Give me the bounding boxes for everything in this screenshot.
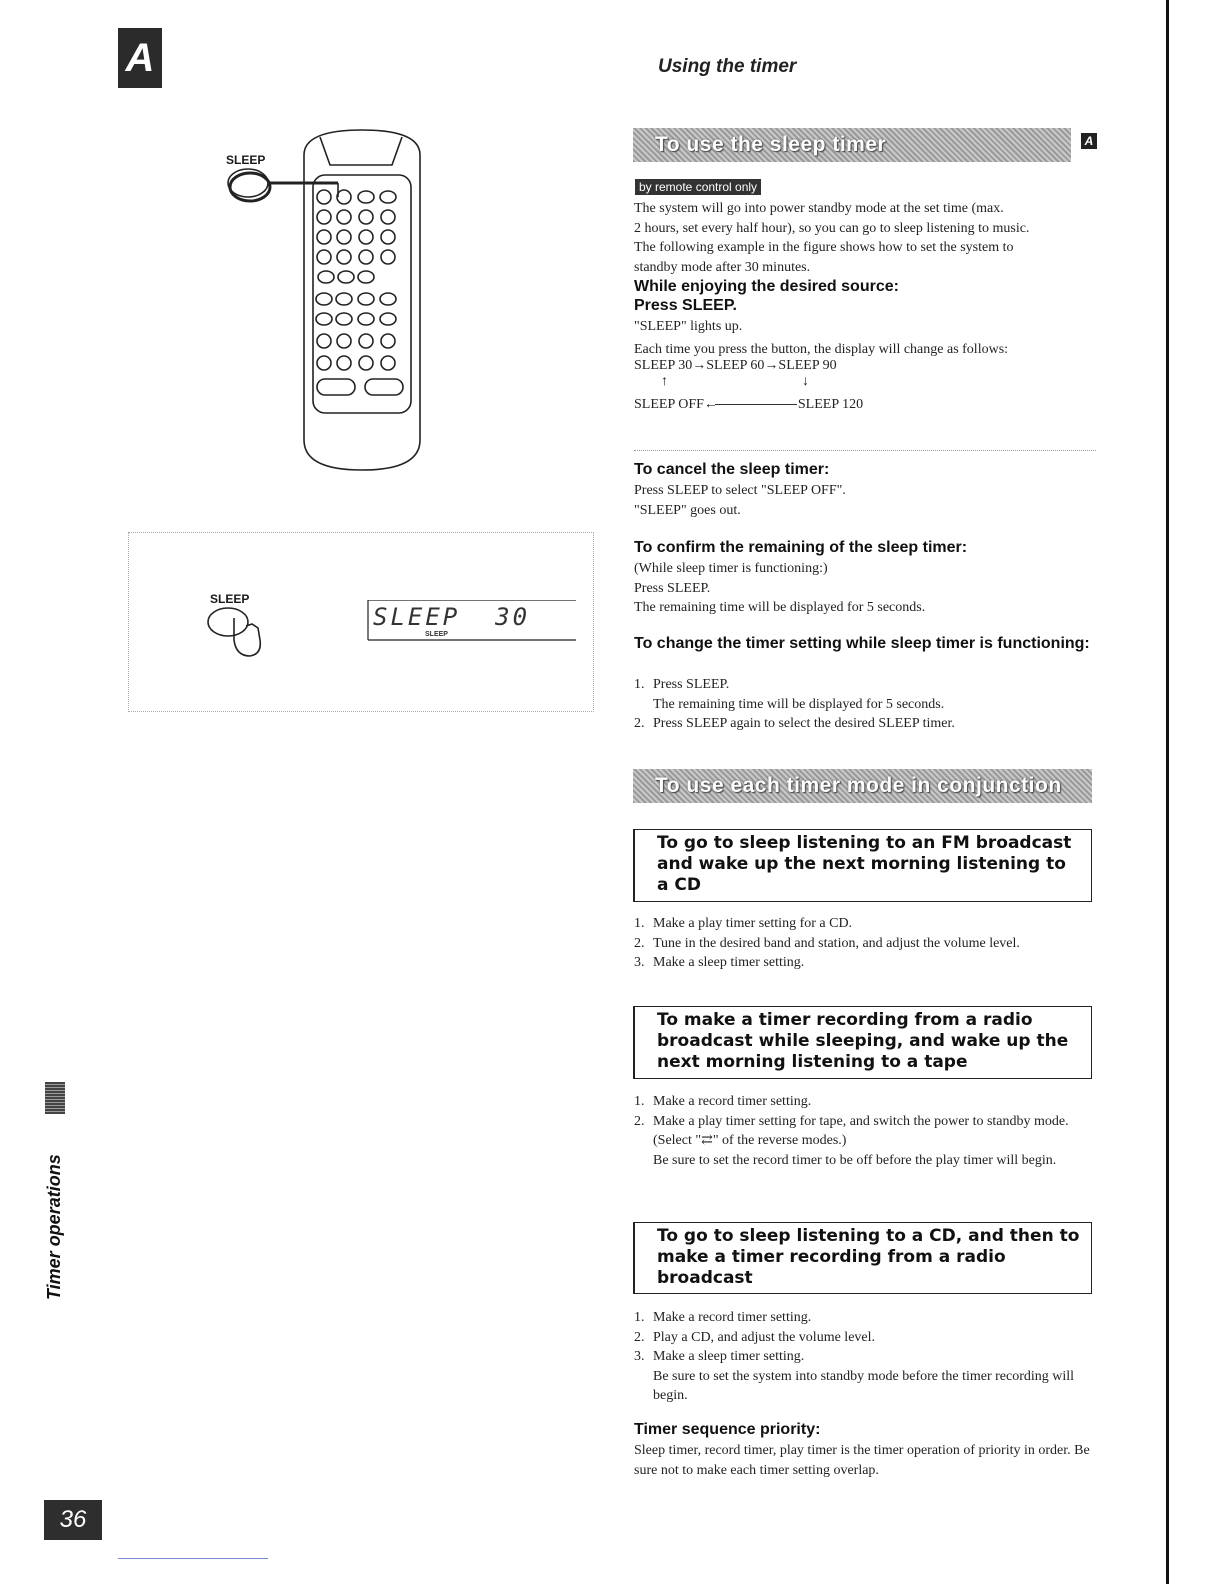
list-item [634,1347,1096,1367]
section-banner-conjunction [633,769,1092,803]
text-line: The remaining time will be displayed for 5 seconds. [634,600,926,615]
sleep-sequence-line: SLEEP 30→SLEEP 60→SLEEP 90 [634,358,837,373]
list-item [634,914,1096,934]
step-text: Make a record timer setting. [653,1310,812,1325]
scenario-steps [634,914,1096,973]
confirm-heading: To confirm the remaining of the sleep timer: [634,539,968,556]
text-line: The following example in the figure shows how to set the system to [634,240,1014,255]
text-line: standby mode after 30 minutes. [634,259,811,275]
footer-rule [118,1558,268,1559]
text-line: (While sleep timer is functioning:) [634,561,828,576]
remote-sleep-label: SLEEP [226,153,266,167]
sequence-left: SLEEP OFF← [634,397,718,412]
step-text: Be sure to set the system into standby mode before the timer recording will begin. [653,1368,1075,1403]
banner-label: To use each timer mode in conjunction [655,774,1062,797]
list-item [634,1151,1096,1171]
step-text: Play a CD, and adjust the volume level. [653,1329,876,1345]
cancel-heading: To cancel the sleep timer: [634,461,830,478]
list-item [634,1367,1096,1406]
page-edge-rule [1166,0,1169,1584]
step-text: Make a record timer setting. [653,1094,812,1109]
change-heading: To change the timer setting while sleep timer is functioning: [634,635,1090,652]
priority-heading: Timer sequence priority: [634,1421,821,1438]
page-title: Using the timer [658,56,797,77]
list-item [634,1308,1096,1328]
step-text: Be sure to set the record timer to be off before the play timer will begin. [653,1152,1057,1168]
step-text: Press SLEEP. [653,677,730,692]
step-text: Tune in the desired band and station, and adjust the volume level. [653,935,1020,951]
text-line: Press SLEEP to select "SLEEP OFF". [634,483,846,498]
step-text: Make a play timer setting for tape, and switch the power to standby mode. (Select "⇄" of the reverse modes.) [653,1113,1069,1148]
step-number: 3. [634,1349,645,1364]
scenario-box-cd-to-radio-record: To go to sleep listening to a CD, and then to make a timer recording from a radio broadcast [633,1222,1092,1294]
banner-label: To use the sleep timer [655,133,887,156]
remote-control-illustration [220,125,430,475]
divider [634,450,1096,451]
list-item [634,1112,1096,1151]
instruction-text: Each time you press the button, the display will change as follows: [634,342,1009,357]
step-text: Make a play timer setting for a CD. [653,916,853,931]
step-number: 2. [634,1113,645,1129]
text-line: Press SLEEP. [634,580,711,596]
cancel-text [634,481,846,520]
arrow-down-icon: ↓ [802,374,809,389]
scenario-steps [634,1308,1096,1406]
scenario-steps [634,1092,1096,1170]
list-item [634,934,1096,954]
text-line: The system will go into power standby mode at the set time (max. [634,201,1004,216]
instruction-heading: While enjoying the desired source: [634,278,899,295]
step-number [634,695,653,715]
step-text: Press SLEEP again to select the desired SLEEP timer. [653,716,955,731]
sequence-connector [715,404,797,405]
list-item [634,695,1096,715]
step-number [634,1367,653,1406]
scenario-box-fm-to-cd: To go to sleep listening to an FM broadcast and wake up the next morning listening to a CD [633,829,1092,902]
list-item [634,953,1096,973]
text-line: 2 hours, set every half hour), so you can go to sleep listening to music. [634,220,1030,236]
side-tab-marker [45,1082,65,1114]
step-number: 2. [634,1329,645,1345]
display-sleep-label: SLEEP [210,592,250,606]
list-item [634,1092,1096,1112]
step-text: The remaining time will be displayed for 5 seconds. [653,696,945,712]
step-text: Make a sleep timer setting. [653,1349,805,1364]
confirm-text [634,559,925,618]
step-number: 3. [634,955,645,970]
step-number: 1. [634,1094,645,1109]
section-letter-badge-small: A [1081,133,1097,149]
list-item [634,1328,1096,1348]
list-item [634,714,1096,734]
step-number: 1. [634,677,645,692]
step-number: 1. [634,916,645,931]
step-text: Make a sleep timer setting. [653,955,805,970]
text-line: "SLEEP" goes out. [634,502,741,518]
list-item [634,675,1096,695]
intro-paragraph [634,199,1096,277]
step-number: 1. [634,1310,645,1325]
remote-only-tag: by remote control only [635,179,761,195]
lcd-sleep-indicator: SLEEP [425,631,448,638]
chapter-title: Timer operations [44,1154,64,1300]
step-number: 2. [634,716,645,731]
priority-text: Sleep timer, record timer, play timer is the timer operation of priority in order. Be sure not to make each timer setting overlap. [634,1443,1090,1478]
section-letter-badge: A [118,28,162,88]
section-banner-sleep-timer [633,128,1071,162]
step-number: 2. [634,935,645,951]
sequence-right: SLEEP 120 [797,397,864,412]
page-number: 36 [44,1500,102,1540]
instruction-heading: Press SLEEP. [634,297,737,314]
arrow-up-icon: ↑ [661,374,668,389]
instruction-text: "SLEEP" lights up. [634,319,743,334]
sleep-sequence-line [634,395,863,415]
lcd-readout: SLEEP 30 [373,603,531,631]
step-number [634,1151,653,1171]
scenario-box-radio-record-to-tape: To make a timer recording from a radio broadcast while sleeping, and wake up the next morning listening to a tape [633,1006,1092,1079]
change-steps [634,675,1096,734]
